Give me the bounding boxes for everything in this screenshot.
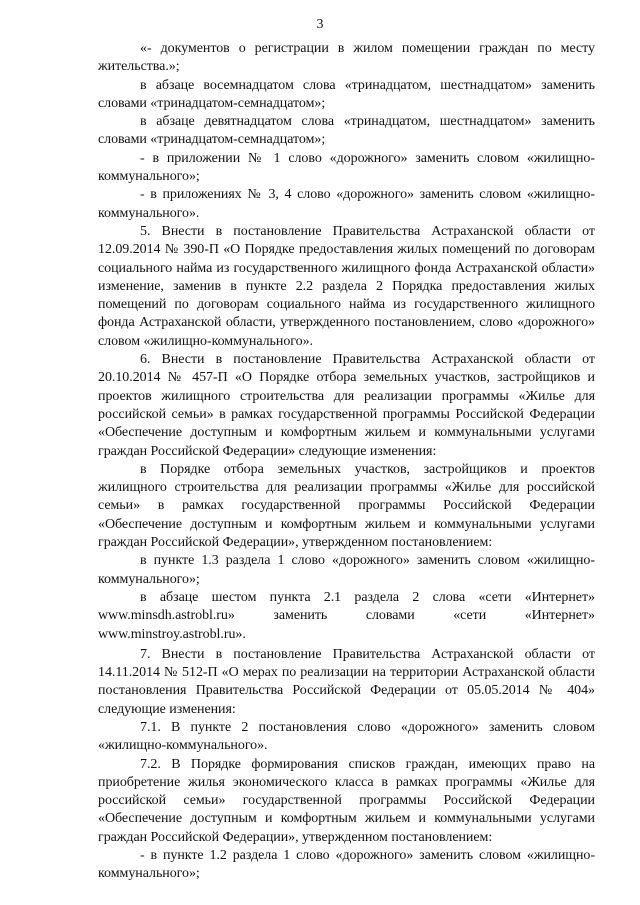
- paragraph-abzats-19: в абзаце девятнадцатом слова «тринадцатом, шестнадцатом» заменить словами «тринадцатом-семнадцатом»;: [98, 114, 595, 148]
- paragraph-item-6: 6. Внести в постановление Правительства Астраханской области от 20.10.2014 № 457-П «О Порядке отбора земельных участков, застройщиков и проектов жилищного строительства для реализации программы «Жилье для российской семьи» в рамках государственной программы Российской Федерации «Обеспечение доступным и комфортным жильем и коммунальными услугами граждан Российской Федерации» следующие изменения:: [98, 352, 595, 459]
- paragraph-item-6-order: в Порядке отбора земельных участков, застройщиков и проектов жилищного строительства для реализации программы «Жилье для российской семьи» в рамках государственной программы Российской Федерации «Обеспечение доступным и комфортным жильем и коммунальными услугами граждан Российской Федерации», утвержденном постановлением:: [98, 461, 595, 551]
- paragraph-item-7-1: 7.1. В пункте 2 постановления слово «дорожного» заменить словом «жилищно-коммунального».: [98, 719, 595, 754]
- paragraph-item-7: 7. Внести в постановление Правительства Астраханской области от 14.11.2014 № 512-П «О мерах по реализации на территории Астраханской области постановления Правительства Российской Федерации от 05.05.2014 № 404» следующие изменения:: [98, 646, 595, 717]
- paragraph-abzats-18: в абзаце восемнадцатом слова «тринадцатом, шестнадцатом» заменить словами «тринадцатом-семнадцатом»;: [98, 77, 595, 111]
- document-body: [98, 40, 595, 884]
- paragraph-item-5: 5. Внести в постановление Правительства Астраханской области от 12.09.2014 № 390-П «О Порядке предоставления жилых помещений по договорам социального найма из государственного жилищного фонда Астраханской области» изменение, заменив в пункте 2.2 раздела 2 Порядка предоставления жилых помещений по договорам социального найма из государственного жилищного фонда Астраханской области, утвержденного постановлением, слово «дорожного» словом «жилищно-коммунального».: [98, 223, 595, 349]
- paragraph-item-6-point-1-3: в пункте 1.3 раздела 1 слово «дорожного» заменить словом «жилищно-коммунального»;: [98, 553, 595, 587]
- paragraph-item-6-point-2-1: в абзаце шестом пункта 2.1 раздела 2 слова «сети «Интернет» www.minsdh.astrobl.ru» заменить словами «сети «Интернет» www.minstroy.astrobl.ru».: [98, 589, 595, 642]
- paragraph-item-7-2: 7.2. В Порядке формирования списков граждан, имеющих право на приобретение жилья экономического класса в рамках программы «Жилье для российской семьи» государственной программы Российской Федерации «Обеспечение доступным и комфортным жильем и коммунальными услугами граждан Российской Федерации», утвержденном постановлением:: [98, 756, 595, 845]
- paragraph-documents-registration: «- документов о регистрации в жилом помещении граждан по месту жительства.»;: [98, 41, 595, 75]
- paragraph-appendix-1: - в приложении № 1 слово «дорожного» заменить словом «жилищно-коммунального»;: [98, 150, 595, 185]
- page-number: 3: [316, 17, 324, 32]
- paragraph-item-7-2-point-1-2: - в пункте 1.2 раздела 1 слово «дорожного» заменить словом «жилищно-коммунального»;: [98, 848, 595, 882]
- paragraph-appendix-3-4: - в приложениях № 3, 4 слово «дорожного» заменить словом «жилищно-коммунального».: [98, 187, 595, 221]
